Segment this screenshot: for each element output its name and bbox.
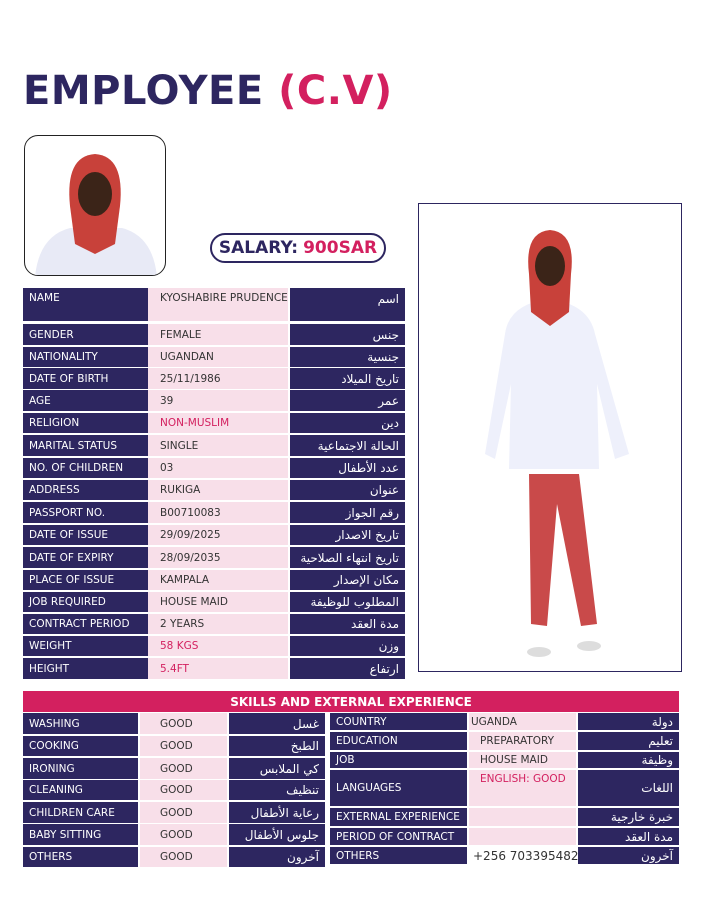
experience-value: PREPARATORY <box>469 732 576 750</box>
detail-value: B00710083 <box>148 502 288 523</box>
experience-label-arabic: مدة العقد <box>578 828 679 845</box>
experience-label-arabic: تعليم <box>578 732 679 750</box>
detail-value: KYOSHABIRE PRUDENCE <box>148 288 288 321</box>
experience-value: ENGLISH: GOOD <box>469 770 576 806</box>
title-accent: (C.V) <box>278 68 393 114</box>
experience-label: EXTERNAL EXPERIENCE <box>330 808 467 826</box>
detail-label: DATE OF ISSUE <box>23 525 148 545</box>
detail-value: RUKIGA <box>148 480 288 500</box>
skill-value: GOOD <box>140 847 227 867</box>
detail-label: WEIGHT <box>23 636 148 656</box>
detail-label-arabic: مكان الإصدار <box>290 570 405 590</box>
detail-value: NON-MUSLIM <box>148 413 288 433</box>
skill-value: GOOD <box>140 736 227 756</box>
experience-label: OTHERS <box>330 847 467 864</box>
detail-label: NATIONALITY <box>23 347 148 367</box>
detail-value: HOUSE MAID <box>148 592 288 612</box>
detail-label: MARITAL STATUS <box>23 435 148 456</box>
detail-label-arabic: جنسية <box>290 347 405 367</box>
experience-label: COUNTRY <box>330 713 467 730</box>
detail-label: ADDRESS <box>23 480 148 500</box>
detail-value: UGANDAN <box>148 347 288 367</box>
experience-label-arabic: آخرون <box>578 847 679 864</box>
detail-label-arabic: عنوان <box>290 480 405 500</box>
experience-value: UGANDA <box>469 713 576 730</box>
detail-label-arabic: رقم الجواز <box>290 502 405 523</box>
detail-value: 58 KGS <box>148 636 288 656</box>
detail-label-arabic: الحالة الاجتماعية <box>290 435 405 456</box>
detail-label-arabic: تاريخ الميلاد <box>290 368 405 389</box>
detail-label-arabic: مدة العقد <box>290 614 405 634</box>
salary-label: SALARY: <box>218 238 299 258</box>
experience-label-arabic: خبرة خارجية <box>578 808 679 826</box>
detail-label-arabic: جنس <box>290 324 405 345</box>
skill-label: OTHERS <box>23 847 138 867</box>
salary-badge <box>210 233 386 263</box>
detail-label: NAME <box>23 288 148 321</box>
skill-value: GOOD <box>140 758 227 779</box>
detail-label: NO. OF CHILDREN <box>23 458 148 478</box>
detail-label: DATE OF BIRTH <box>23 368 148 389</box>
detail-value: 5.4FT <box>148 658 288 679</box>
experience-value: HOUSE MAID <box>469 752 576 768</box>
detail-label: GENDER <box>23 324 148 345</box>
detail-value: KAMPALA <box>148 570 288 590</box>
skill-label-arabic: كي الملابس <box>229 758 325 779</box>
experience-label-arabic: وظيفة <box>578 752 679 768</box>
skill-label: WASHING <box>23 713 138 734</box>
skill-label-arabic: تنظيف <box>229 780 325 800</box>
detail-label-arabic: المطلوب للوظيفة <box>290 592 405 612</box>
detail-label: JOB REQUIRED <box>23 592 148 612</box>
skill-label-arabic: غسل <box>229 713 325 734</box>
detail-value: 28/09/2035 <box>148 547 288 568</box>
detail-label: DATE OF EXPIRY <box>23 547 148 568</box>
detail-label-arabic: عدد الأطفال <box>290 458 405 478</box>
experience-value <box>469 828 576 845</box>
detail-label-arabic: دين <box>290 413 405 433</box>
page-title <box>23 68 393 114</box>
detail-value: 2 YEARS <box>148 614 288 634</box>
skill-label-arabic: آخرون <box>229 847 325 867</box>
experience-label: PERIOD OF CONTRACT <box>330 828 467 845</box>
experience-label: EDUCATION <box>330 732 467 750</box>
skill-value: GOOD <box>140 824 227 845</box>
title-main: EMPLOYEE <box>23 68 264 114</box>
skill-value: GOOD <box>140 780 227 800</box>
skill-label: IRONING <box>23 758 138 779</box>
detail-value: SINGLE <box>148 435 288 456</box>
detail-label-arabic: تاريخ انتهاء الصلاحية <box>290 547 405 568</box>
detail-label-arabic: ارتفاع <box>290 658 405 679</box>
skills-header: SKILLS AND EXTERNAL EXPERIENCE <box>23 691 679 712</box>
full-body-photo <box>418 203 682 672</box>
detail-label: PLACE OF ISSUE <box>23 570 148 590</box>
detail-label-arabic: اسم <box>290 288 405 321</box>
skill-label: COOKING <box>23 736 138 756</box>
detail-label: PASSPORT NO. <box>23 502 148 523</box>
skill-label: BABY SITTING <box>23 824 138 845</box>
experience-value <box>469 808 576 826</box>
detail-value: 25/11/1986 <box>148 368 288 389</box>
skill-label-arabic: الطبخ <box>229 736 325 756</box>
detail-value: 29/09/2025 <box>148 525 288 545</box>
experience-label-arabic: اللغات <box>578 770 679 806</box>
salary-value: 900SAR <box>303 238 378 258</box>
portrait-photo <box>24 135 166 276</box>
experience-label-arabic: دولة <box>578 713 679 730</box>
detail-label-arabic: عمر <box>290 390 405 411</box>
detail-label: CONTRACT PERIOD <box>23 614 148 634</box>
detail-value: FEMALE <box>148 324 288 345</box>
experience-value: +256 703395482 <box>469 847 576 864</box>
skill-value: GOOD <box>140 802 227 823</box>
detail-label-arabic: وزن <box>290 636 405 656</box>
skill-label-arabic: جلوس الأطفال <box>229 824 325 845</box>
detail-value: 39 <box>148 390 288 411</box>
detail-label: HEIGHT <box>23 658 148 679</box>
detail-label: RELIGION <box>23 413 148 433</box>
skill-label: CHILDREN CARE <box>23 802 138 823</box>
experience-label: JOB <box>330 752 467 768</box>
detail-label: AGE <box>23 390 148 411</box>
experience-label: LANGUAGES <box>330 770 467 806</box>
skill-value: GOOD <box>140 713 227 734</box>
detail-label-arabic: تاريخ الاصدار <box>290 525 405 545</box>
detail-value: 03 <box>148 458 288 478</box>
skill-label-arabic: رعاية الأطفال <box>229 802 325 823</box>
skill-label: CLEANING <box>23 780 138 800</box>
